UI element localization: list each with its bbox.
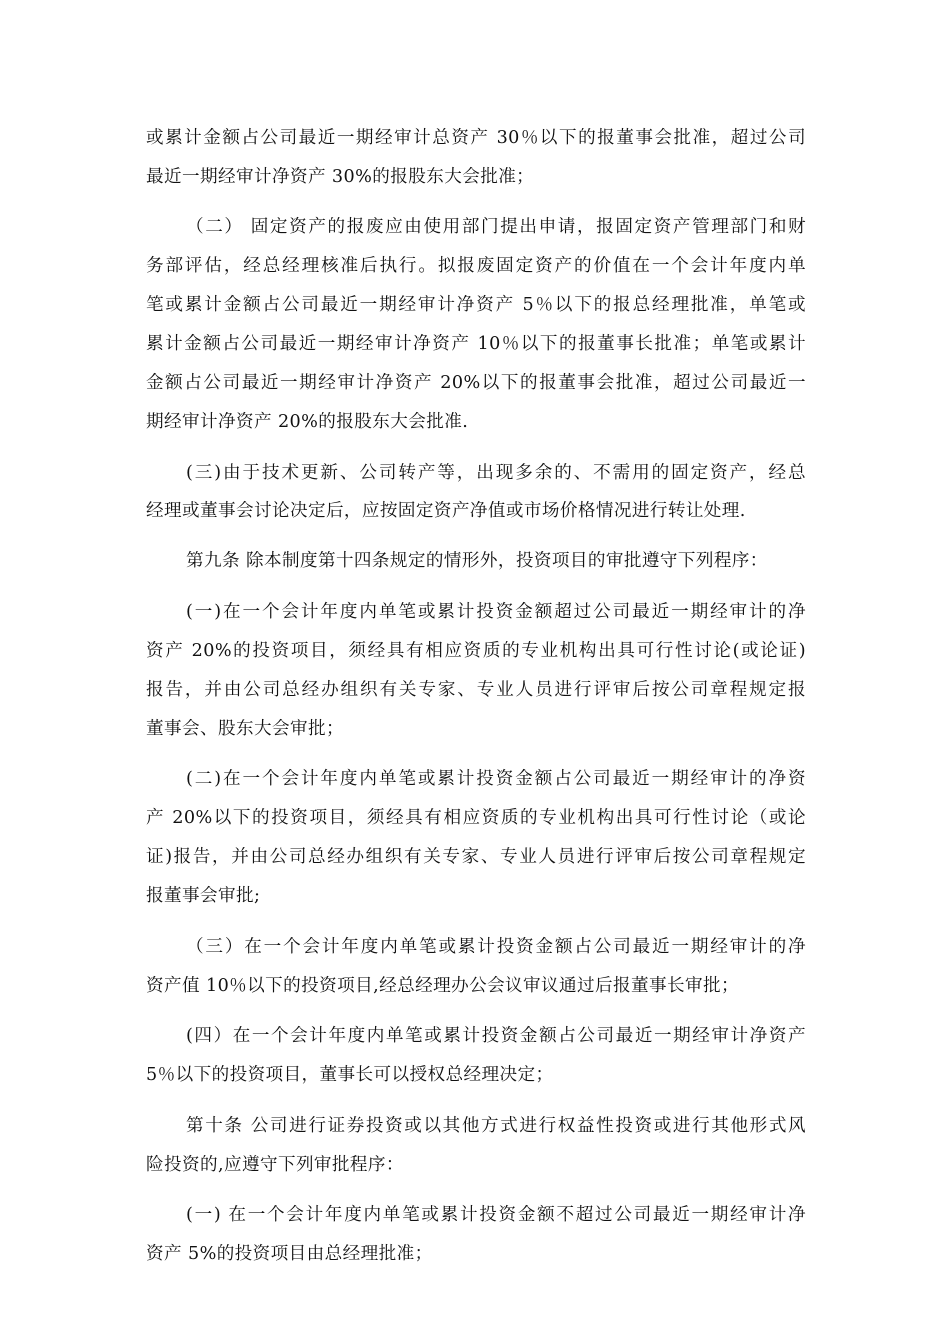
text-line: 董事会、股东大会审批； (146, 719, 344, 739)
text-line: 务部评估，经总经理核准后执行。拟报废固定资产的价值在一个会计年度内单 (146, 256, 806, 276)
text-line: 最近一期经审计净资产 30%的报股东大会批准； (146, 167, 535, 187)
text-line: （三）在一个会计年度内单笔或累计投资金额占公司最近一期经审计的净 (186, 937, 806, 957)
text-line: (三)由于技术更新、公司转产等，出现多余的、不需用的固定资产，经总 (186, 463, 806, 483)
text-line: 或累计金额占公司最近一期经审计总资产 30％以下的报董事会批准，超过公司 (146, 128, 806, 148)
text-line: 期经审计净资产 20%的报股东大会批准. (146, 412, 469, 432)
text-line: 报告，并由公司总经办组织有关专家、专业人员进行评审后按公司章程规定报 (146, 680, 806, 700)
text-line: (一) 在一个会计年度内单笔或累计投资金额不超过公司最近一期经审计净 (186, 1205, 806, 1225)
text-line: 累计金额占公司最近一期经审计净资产 10％以下的报董事长批准；单笔或累计 (146, 334, 806, 354)
text-line: (二)在一个会计年度内单笔或累计投资金额占公司最近一期经审计的净资 (186, 769, 806, 789)
text-line: （二） 固定资产的报废应由使用部门提出申请，报固定资产管理部门和财 (186, 217, 806, 237)
text-line: 经理或董事会讨论决定后，应按固定资产净值或市场价格情况进行转让处理. (146, 501, 746, 521)
text-line: 金额占公司最近一期经审计净资产 20%以下的报董事会批准，超过公司最近一 (146, 373, 806, 393)
text-line: 证)报告，并由公司总经办组织有关专家、专业人员进行评审后按公司章程规定 (146, 847, 806, 867)
text-line: 资产 20%的投资项目，须经具有相应资质的专业机构出具可行性讨论(或论证) (146, 641, 806, 661)
text-line: (一)在一个会计年度内单笔或累计投资金额超过公司最近一期经审计的净 (186, 602, 806, 622)
text-line: 产 20%以下的投资项目，须经具有相应资质的专业机构出具可行性讨论（或论 (146, 808, 806, 828)
text-line: (四）在一个会计年度内单笔或累计投资金额占公司最近一期经审计净资产 (186, 1026, 806, 1046)
text-line: 险投资的,应遵守下列审批程序： (146, 1155, 404, 1175)
text-line: 第十条 公司进行证券投资或以其他方式进行权益性投资或进行其他形式风 (186, 1116, 806, 1136)
text-line: 笔或累计金额占公司最近一期经审计净资产 5％以下的报总经理批准，单笔或 (146, 295, 806, 315)
text-line: 资产值 10％以下的投资项目,经总经理办公会议审议通过后报董事长审批； (146, 976, 739, 996)
text-line: 5％以下的投资项目，董事长可以授权总经理决定； (146, 1065, 554, 1085)
text-line: 第九条 除本制度第十四条规定的情形外，投资项目的审批遵守下列程序： (186, 551, 768, 571)
text-line: 资产 5%的投资项目由总经理批准； (146, 1244, 433, 1264)
text-line: 报董事会审批; (146, 886, 261, 906)
